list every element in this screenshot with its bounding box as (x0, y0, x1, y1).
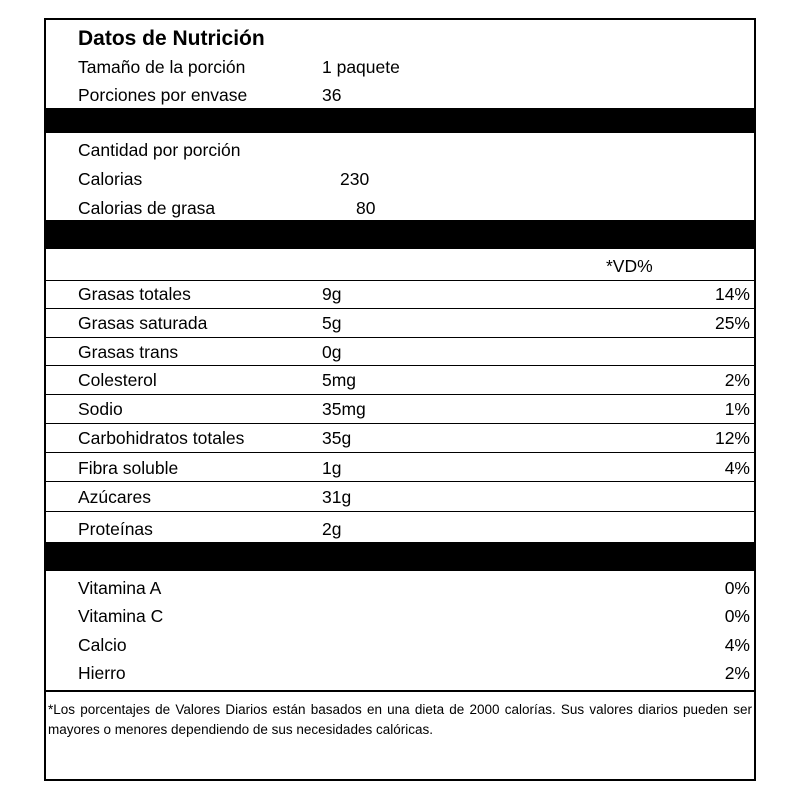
row-divider (46, 308, 754, 309)
nutrient-amount: 31g (322, 487, 352, 507)
vitamin-daily-value: 0% (724, 578, 750, 598)
label-title: Datos de Nutrición (78, 27, 265, 50)
nutrient-amount: 5mg (322, 370, 357, 390)
nutrient-amount: 0g (322, 342, 342, 362)
nutrient-daily-value: 4% (724, 458, 750, 478)
nutrient-name: Colesterol (78, 370, 157, 390)
nutrient-daily-value: 25% (714, 313, 750, 333)
fat-calories-value: 80 (356, 198, 376, 218)
vitamin-name: Hierro (78, 663, 126, 683)
divider-band-2 (46, 220, 754, 249)
nutrient-name: Proteínas (78, 519, 153, 539)
nutrient-daily-value: 14% (714, 284, 750, 304)
nutrient-daily-value: 1% (724, 399, 750, 419)
divider-band-3 (46, 542, 754, 571)
daily-value-header: *VD% (606, 256, 653, 276)
row-divider (46, 423, 754, 424)
amount-per-serving-label: Cantidad por porción (78, 140, 241, 160)
nutrient-daily-value: 2% (724, 370, 750, 390)
nutrient-amount: 35mg (322, 399, 366, 419)
nutrient-name: Carbohidratos totales (78, 428, 245, 448)
row-divider (46, 511, 754, 512)
nutrient-name: Grasas totales (78, 284, 191, 304)
vitamin-daily-value: 2% (724, 663, 750, 683)
servings-per-container-label: Porciones por envase (78, 85, 248, 105)
vitamin-daily-value: 0% (724, 606, 750, 626)
row-divider (46, 394, 754, 395)
nutrient-name: Grasas trans (78, 342, 179, 362)
nutrient-amount: 9g (322, 284, 342, 304)
nutrient-name: Grasas saturada (78, 313, 208, 333)
row-divider (46, 365, 754, 366)
servings-per-container-value: 36 (322, 85, 342, 105)
nutrient-amount: 1g (322, 458, 342, 478)
row-divider (46, 280, 754, 281)
row-divider (46, 452, 754, 453)
daily-value-footnote: *Los porcentajes de Valores Diarios están basados en una dieta de 2000 calorías. Sus valores diarios pueden ser mayores o menores dependiendo de sus necesidades calóricas. (48, 702, 752, 737)
serving-size-value: 1 paquete (322, 57, 400, 77)
row-divider (46, 337, 754, 338)
nutrition-facts-label (44, 18, 756, 781)
nutrient-name: Azúcares (78, 487, 151, 507)
nutrient-amount: 2g (322, 519, 342, 539)
divider-band-1 (46, 108, 754, 133)
calories-value: 230 (340, 169, 370, 189)
serving-size-label: Tamaño de la porción (78, 57, 246, 77)
row-divider (46, 481, 754, 482)
nutrient-daily-value: 12% (714, 428, 750, 448)
nutrient-amount: 5g (322, 313, 342, 333)
footnote-divider (46, 690, 754, 692)
vitamin-daily-value: 4% (724, 635, 750, 655)
vitamin-name: Vitamina C (78, 606, 164, 626)
nutrient-amount: 35g (322, 428, 352, 448)
vitamin-name: Calcio (78, 635, 127, 655)
vitamin-name: Vitamina A (78, 578, 162, 598)
fat-calories-label: Calorias de grasa (78, 198, 216, 218)
nutrient-name: Sodio (78, 399, 123, 419)
nutrient-name: Fibra soluble (78, 458, 179, 478)
calories-label: Calorias (78, 169, 143, 189)
